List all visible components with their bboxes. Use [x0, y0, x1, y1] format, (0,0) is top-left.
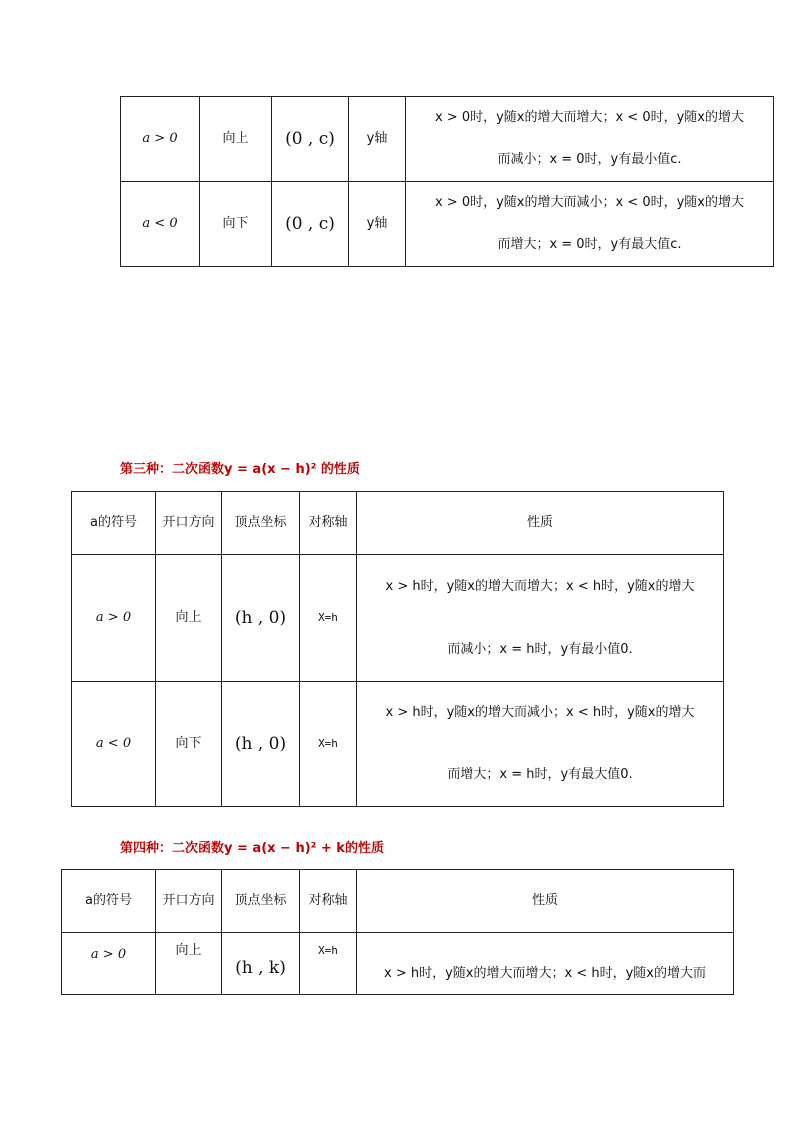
- sign-cell: a < 0: [72, 682, 156, 807]
- direction-cell: 向上: [156, 555, 222, 682]
- section-heading: 第三种：二次函数y = a(x − h)² 的性质: [120, 462, 360, 477]
- direction-cell: 向下: [156, 682, 222, 807]
- header-property: 性质: [357, 492, 724, 555]
- vertex-cell: (0 , c): [272, 182, 349, 267]
- property-cell: [357, 555, 724, 682]
- header-axis: 对称轴: [300, 870, 357, 933]
- property-cell: [357, 933, 734, 995]
- property-line: x > h时，y随x的增大而减小；x < h时，y随x的增大: [385, 705, 695, 720]
- header-property: 性质: [357, 870, 734, 933]
- sign-cell: a < 0: [121, 182, 200, 267]
- property-line: 而增大；x = h时，y有最大值0.: [447, 767, 633, 782]
- table-vertex-form-c: [120, 96, 774, 267]
- header-axis: 对称轴: [300, 492, 357, 555]
- sign-cell: a > 0: [72, 555, 156, 682]
- direction-cell: 向上: [200, 97, 272, 182]
- table-header-row: [72, 492, 724, 555]
- table-row: [72, 555, 724, 682]
- table-vertex-form-h: [71, 491, 724, 807]
- table-vertex-form-hk: [61, 869, 734, 995]
- property-line: x > h时，y随x的增大而增大；x < h时，y随x的增大而: [384, 966, 706, 981]
- table-row: [72, 682, 724, 807]
- header-vertex: 顶点坐标: [222, 870, 300, 933]
- property-cell: [357, 682, 724, 807]
- table-row: [121, 182, 774, 267]
- header-sign: a的符号: [62, 870, 156, 933]
- axis-cell: X=h: [300, 682, 357, 807]
- axis-cell: y轴: [349, 182, 406, 267]
- direction-cell: 向上: [156, 933, 222, 995]
- sign-cell: a > 0: [62, 933, 156, 995]
- property-cell: [406, 97, 774, 182]
- vertex-cell: (h , 0): [222, 555, 300, 682]
- property-line: x > 0时，y随x的增大而减小；x < 0时，y随x的增大: [434, 195, 745, 210]
- sign-cell: a > 0: [121, 97, 200, 182]
- vertex-cell: (0 , c): [272, 97, 349, 182]
- axis-cell: y轴: [349, 97, 406, 182]
- property-line: 而增大；x = 0时，y有最大值c.: [497, 237, 682, 252]
- vertex-cell: (h , k): [222, 933, 300, 995]
- direction-cell: 向下: [200, 182, 272, 267]
- axis-cell: X=h: [300, 933, 357, 995]
- header-vertex: 顶点坐标: [222, 492, 300, 555]
- property-line: 而减小；x = 0时，y有最小值c.: [497, 152, 682, 167]
- header-direction: 开口方向: [156, 870, 222, 933]
- header-direction: 开口方向: [156, 492, 222, 555]
- axis-cell: X=h: [300, 555, 357, 682]
- table-header-row: [62, 870, 734, 933]
- property-cell: [406, 182, 774, 267]
- vertex-cell: (h , 0): [222, 682, 300, 807]
- section-heading: 第四种：二次函数y = a(x − h)² + k的性质: [120, 841, 384, 856]
- table-row: [62, 933, 734, 995]
- table-row: [121, 97, 774, 182]
- header-sign: a的符号: [72, 492, 156, 555]
- property-line: 而减小；x = h时，y有最小值0.: [447, 642, 633, 657]
- property-line: x > h时，y随x的增大而增大；x < h时，y随x的增大: [385, 579, 695, 594]
- property-line: x > 0时，y随x的增大而增大；x < 0时，y随x的增大: [434, 110, 745, 125]
